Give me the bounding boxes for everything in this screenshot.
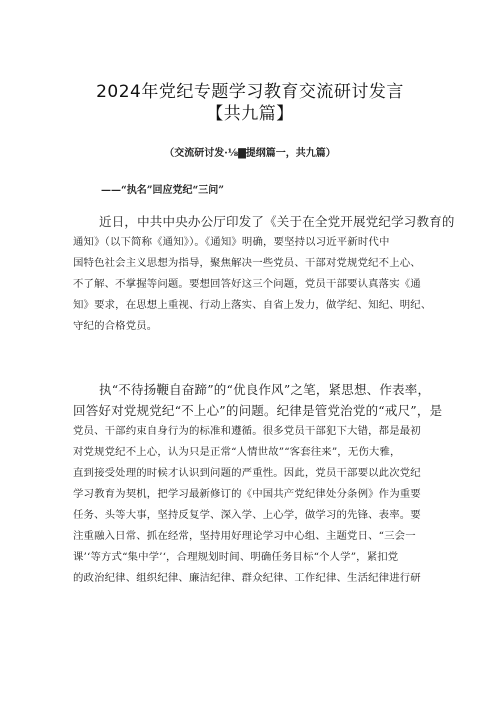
paragraph-line: 课’‘等方式“集中学’‘，合理规划时间、明确任务目标“个人学”，紧扣党	[73, 551, 399, 563]
paragraph-line: 知》要求，在思想上重视、行动上落实、自省上发力，做学纪、知纪、明纪、	[73, 299, 432, 311]
paragraph-line: 守纪的合格党员。	[73, 320, 158, 332]
paragraph-line: 回答好对党规党纪“不上心”的问题。纪律是管党治党的“戒尺”，是	[73, 403, 443, 418]
paragraph-line: 近日，中共中央办公厅印发了《关于在全党开展党纪学习教育的	[99, 214, 455, 229]
paragraph-line: 对党规党纪不上心，认为只是正常“人情世故”“客套往来”，无伤大雅，	[73, 446, 401, 458]
paragraph-line: 学习教育为契机，把学习最新修订的《中国共产党纪律处分条例》作为重要	[73, 488, 421, 500]
paragraph-line: 党员、干部约束自身行为的标准和遵循。很多党员干部犯下大错，都是最初	[73, 425, 421, 437]
paragraph-1	[73, 211, 455, 337]
paragraph-line: 执“不待扬鞭自奋蹄”的“优良作风”之笔，紧思想、作表率，	[99, 382, 431, 397]
paragraph-line: 直到接受处理的时候才认识到问题的严重性。因此，党员干部要以此次党纪	[73, 467, 421, 479]
paragraph-line: 任务、头等大事，坚持反复学、深入学、上心学，做学习的先锋、表率。要	[73, 509, 421, 521]
document-title-line1: 2024年党纪专题学习教育交流研讨发言	[96, 82, 404, 102]
document-title-line2: 【共九篇】	[206, 104, 294, 124]
paragraph-line: 不了解、不掌握等问题。要想回答好这三个问题，党员干部要认真落实《通	[73, 278, 421, 290]
section-subheading: ——“执名”回应党纪“三问”	[101, 185, 225, 196]
paragraph-line: 的政治纪律、组织纪律、廉洁纪律、群众纪律、工作纪律、生活纪律进行研	[73, 572, 421, 584]
paragraph-line: 注重融入日常、抓在经常，坚持用好理论学习中心组、主题党日、“三会一	[73, 530, 416, 542]
paragraph-2	[73, 379, 443, 589]
paragraph-line: 通知》（以下简称《通知》）。《通知》明确，要坚持以习近平新时代中	[73, 236, 390, 248]
paragraph-line: 国特色社会主义思想为指导，聚焦解决一些党员、干部对党规党纪不上心、	[73, 257, 421, 269]
outline-note: （交流研讨发·⅛▇提纲篇一，共九篇）	[164, 148, 336, 159]
